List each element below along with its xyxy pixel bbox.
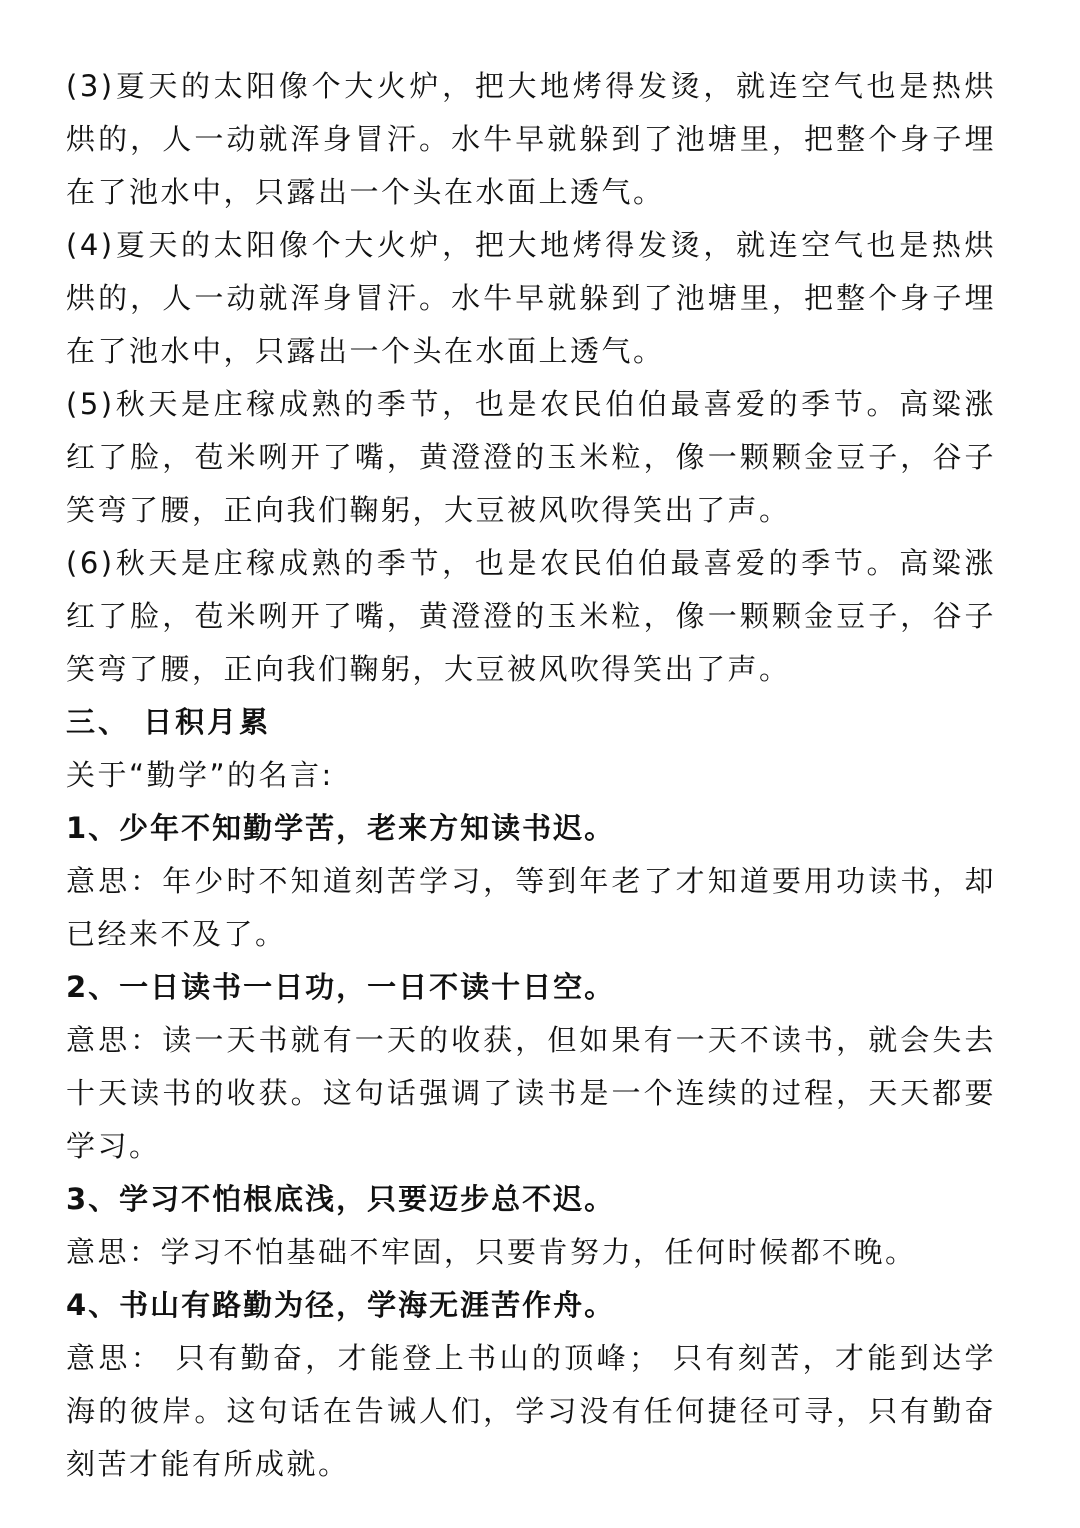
paragraph-3: (3)夏天的太阳像个大火炉，把大地烤得发烫，就连空气也是热烘烘的，人一动就浑身冒汗。水牛早就躲到了池塘里，把整个身子埋在了池水中，只露出一个头在水面上透气。: [66, 69, 996, 209]
quote-4: 4、书山有路勤为径，学海无涯苦作舟。: [66, 1288, 616, 1322]
document-page: [66, 60, 996, 1491]
quote-1: 1、少年不知勤学苦，老来方知读书迟。: [66, 811, 616, 845]
paragraph-6: (6)秋天是庄稼成熟的季节，也是农民伯伯最喜爱的季节。高粱涨红了脸，苞米咧开了嘴，黄澄澄的玉米粒，像一颗颗金豆子，谷子笑弯了腰，正向我们鞠躬，大豆被风吹得笑出了声。: [66, 546, 996, 686]
quote-1-meaning: 意思：年少时不知道刻苦学习，等到年老了才知道要用功读书，却已经来不及了。: [66, 864, 996, 951]
section-heading: 三、 日积月累: [66, 705, 272, 739]
quote-3-meaning: 意思：学习不怕基础不牢固，只要肯努力，任何时候都不晚。: [66, 1235, 917, 1269]
quote-2: 2、一日读书一日功，一日不读十日空。: [66, 970, 616, 1004]
paragraph-5: (5)秋天是庄稼成熟的季节，也是农民伯伯最喜爱的季节。高粱涨红了脸，苞米咧开了嘴，黄澄澄的玉米粒，像一颗颗金豆子，谷子笑弯了腰，正向我们鞠躬，大豆被风吹得笑出了声。: [66, 387, 996, 527]
quote-3: 3、学习不怕根底浅，只要迈步总不迟。: [66, 1182, 616, 1216]
quote-2-meaning: 意思：读一天书就有一天的收获，但如果有一天不读书，就会失去十天读书的收获。这句话强调了读书是一个连续的过程，天天都要学习。: [66, 1023, 996, 1163]
section-intro: 关于“勤学”的名言:: [66, 758, 334, 792]
quote-4-meaning: 意思： 只有勤奋，才能登上书山的顶峰； 只有刻苦，才能到达学海的彼岸。这句话在告诫人们，学习没有任何捷径可寻，只有勤奋刻苦才能有所成就。: [66, 1341, 996, 1481]
paragraph-4: (4)夏天的太阳像个大火炉，把大地烤得发烫，就连空气也是热烘烘的，人一动就浑身冒汗。水牛早就躲到了池塘里，把整个身子埋在了池水中，只露出一个头在水面上透气。: [66, 228, 996, 368]
